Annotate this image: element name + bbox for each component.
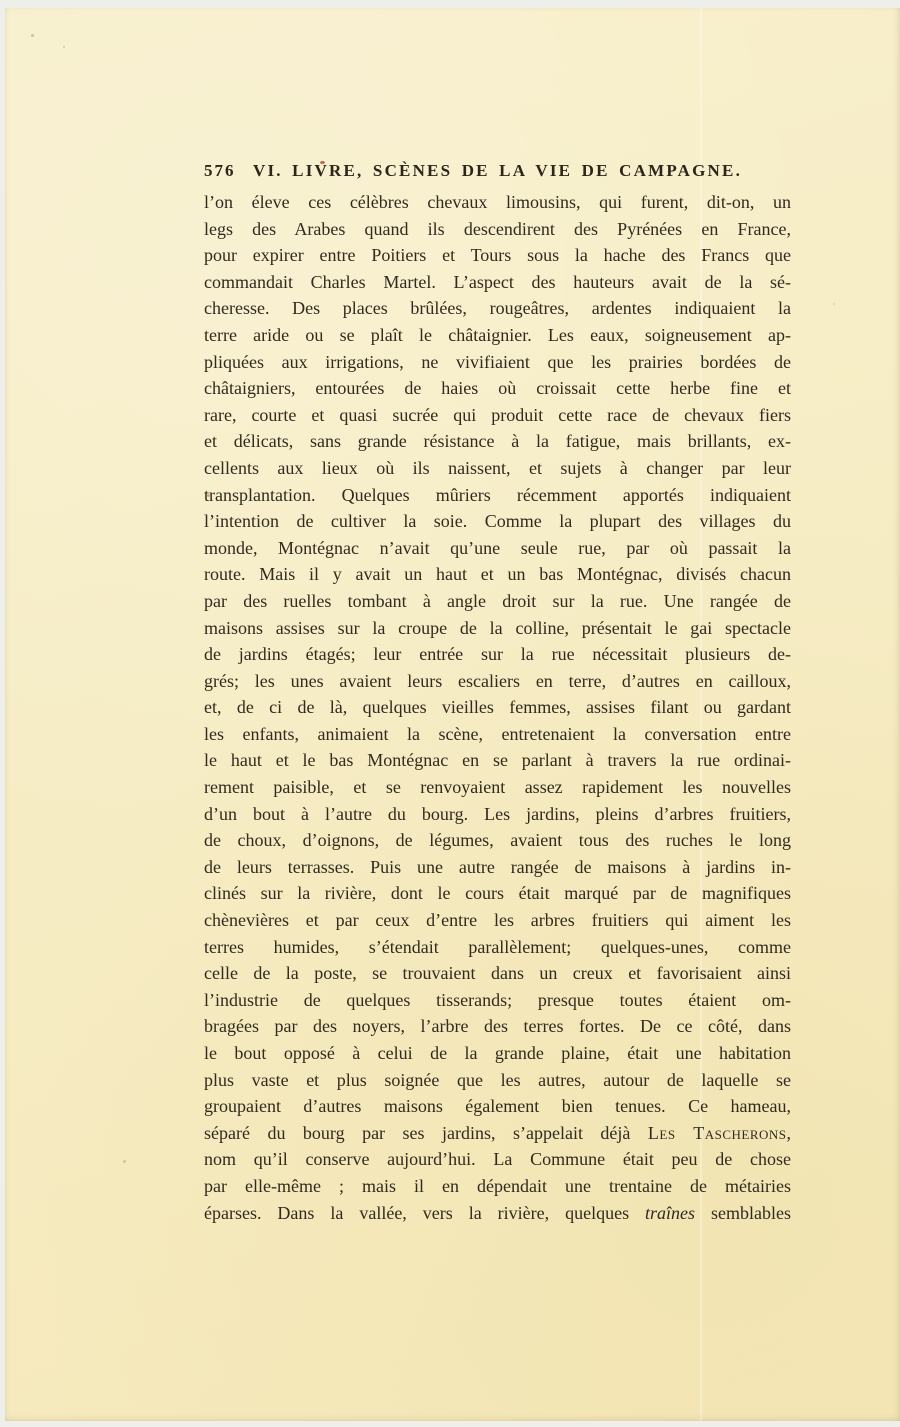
paper-speck: [63, 46, 65, 48]
text-line: clinés sur la rivière, dont le cours était marqué par de magnifiques: [204, 883, 791, 904]
text-line: séparé du bourg par ses jardins, s’appelait déjà Les Tascherons,: [204, 1122, 791, 1143]
text-line: de choux, d’oignons, de légumes, avaient tous des ruches le long: [204, 830, 791, 851]
running-title: VI. LIVRE, SCÈNES DE LA VIE DE CAMPAGNE.: [252, 161, 743, 180]
text-line: par des ruelles tombant à angle droit sur la rue. Une rangée de: [204, 590, 791, 611]
text-line: éparses. Dans la vallée, vers la rivière, quelques traînes semblables: [204, 1202, 791, 1223]
page-header: [204, 158, 791, 184]
text-line: et délicats, sans grande résistance à la fatigue, mais brillants, ex-: [204, 431, 791, 452]
text-line: grés; les unes avaient leurs escaliers en terre, d’autres en cailloux,: [204, 670, 791, 691]
text-line: cheresse. Des places brûlées, rougeâtres, ardentes indiquaient la: [204, 298, 791, 319]
text-line: celle de la poste, se trouvaient dans un creux et favorisaient ainsi: [204, 963, 791, 984]
text-line: par elle-même ; mais il en dépendait une trentaine de métairies: [204, 1175, 791, 1196]
text-line: rare, courte et quasi sucrée qui produit cette race de chevaux fiers: [204, 404, 791, 425]
text-line: terre aride ou se plaît le châtaignier. Les eaux, soigneusement ap-: [204, 324, 791, 345]
paper-sheet: [5, 8, 900, 1421]
text-line: de jardins étagés; leur entrée sur la rue nécessitait plusieurs de-: [204, 644, 791, 665]
text-line: commandait Charles Martel. L’aspect des hauteurs avait de la sé-: [204, 271, 791, 292]
text-line: le haut et le bas Montégnac en se parlant à travers la rue ordinai-: [204, 750, 791, 771]
text-line: les enfants, animaient la scène, entretenaient la conversation entre: [204, 723, 791, 744]
text-line: chènevières et par ceux d’entre les arbres fruitiers qui aiment les: [204, 910, 791, 931]
text-block: [204, 189, 791, 1226]
text-line: rement paisible, et se renvoyaient assez rapidement les nouvelles: [204, 777, 791, 798]
text-line: pliquées aux irrigations, ne vivifiaient que les prairies bordées de: [204, 351, 791, 372]
text-line: l’on éleve ces célèbres chevaux limousins, qui furent, dit-on, un: [204, 192, 791, 212]
text-line: le bout opposé à celui de la grande plaine, était une habitation: [204, 1043, 791, 1063]
text-line: cellents aux lieux où ils naissent, et sujets à changer par leur: [204, 457, 791, 478]
text-content: [204, 158, 791, 1226]
text-line: pour expirer entre Poitiers et Tours sous la hache des Francs que: [204, 245, 791, 266]
text-line: châtaigniers, entourées de haies où croissait cette herbe fine et: [204, 378, 791, 399]
page-number: 576: [204, 161, 236, 180]
text-line: l’industrie de quelques tisserands; presque toutes étaient om-: [204, 989, 791, 1010]
text-line: route. Mais il y avait un haut et un bas Montégnac, divisés chacun: [204, 564, 791, 585]
paper-speck: [31, 34, 34, 37]
text-line: monde, Montégnac n’avait qu’une seule rue, par où passait la: [204, 537, 791, 558]
text-line: et, de ci de là, quelques vieilles femmes, assises filant ou gardant: [204, 697, 791, 718]
text-line: de leurs terrasses. Puis une autre rangée de maisons à jardins in-: [204, 856, 791, 877]
text-line: bragées par des noyers, l’arbre des terres fortes. De ce côté, dans: [204, 1016, 791, 1037]
text-line: plus vaste et plus soignée que les autres, autour de laquelle se: [204, 1069, 791, 1090]
text-line: d’un bout à l’autre du bourg. Les jardins, pleins d’arbres fruitiers,: [204, 803, 791, 824]
text-line: l’intention de cultiver la soie. Comme la plupart des villages du: [204, 511, 791, 532]
text-line: terres humides, s’étendait parallèlement; quelques-unes, comme: [204, 936, 791, 957]
text-line: nom qu’il conserve aujourd’hui. La Commune était peu de chose: [204, 1149, 791, 1170]
paper-speck: [123, 1160, 126, 1163]
text-line: transplantation. Quelques mûriers récemment apportés indiquaient: [204, 484, 791, 505]
paper-speck: [833, 303, 835, 305]
text-line: maisons assises sur la croupe de la colline, présentait le gai spectacle: [204, 617, 791, 638]
text-line: legs des Arabes quand ils descendirent des Pyrénées en France,: [204, 218, 791, 239]
text-line: groupaient d’autres maisons également bien tenues. Ce hameau,: [204, 1096, 791, 1117]
